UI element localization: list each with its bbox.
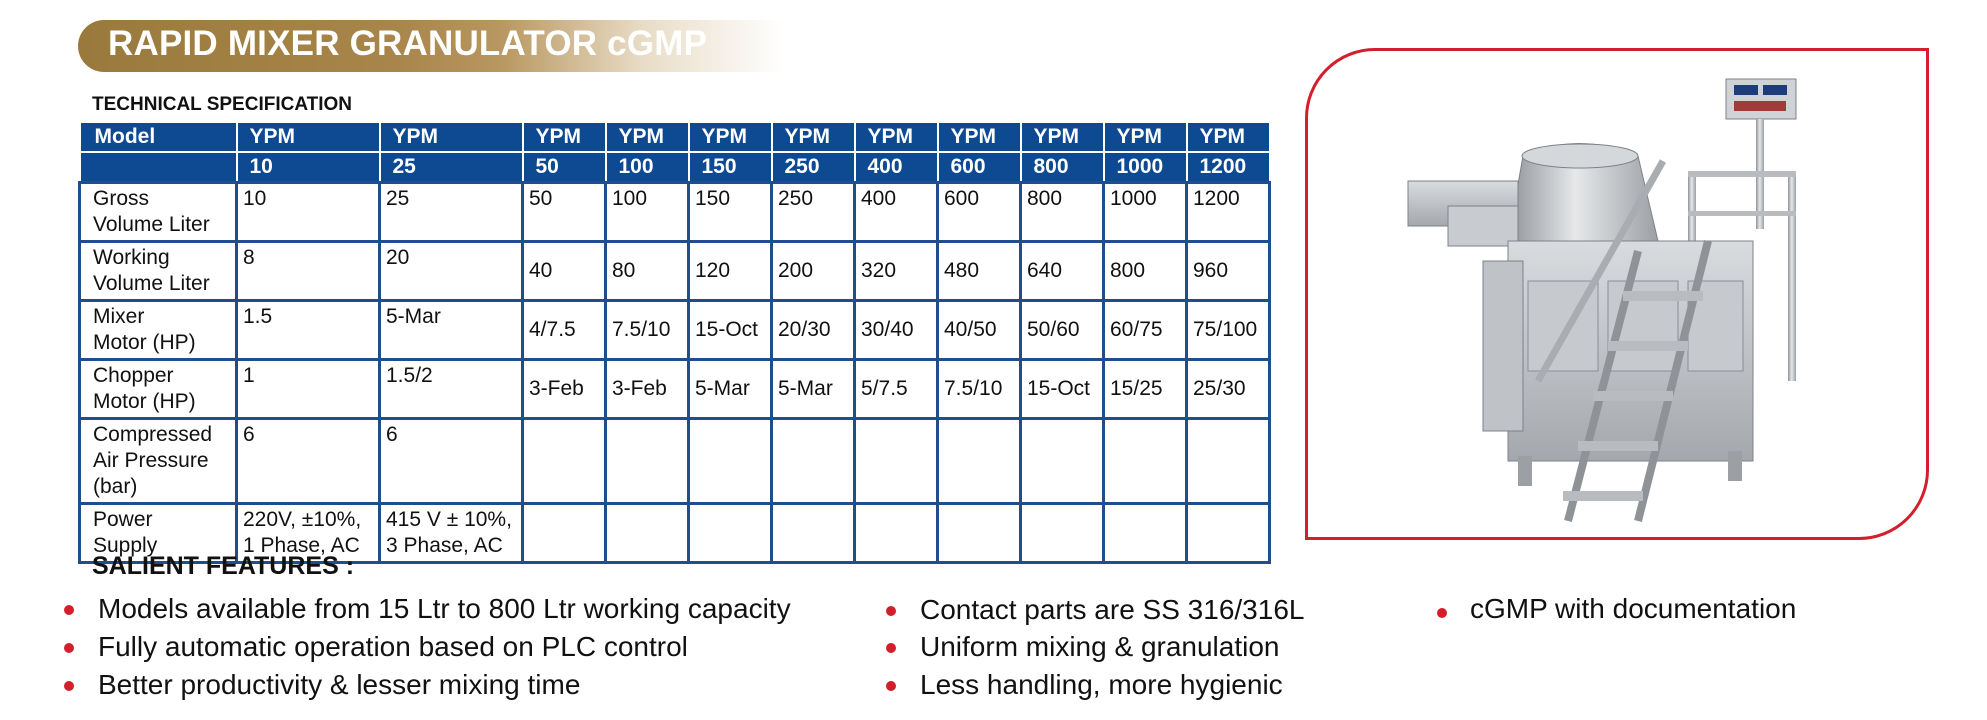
specification-table — [78, 121, 1271, 564]
table-cell: 75/100 — [1187, 301, 1270, 360]
bullet-icon — [886, 606, 896, 616]
table-cell: 1.5/2 — [380, 360, 523, 419]
bullet-icon — [886, 681, 896, 691]
table-cell: 6 — [237, 419, 380, 504]
table-cell: 50 — [523, 183, 606, 242]
table-cell: 5-Mar — [380, 301, 523, 360]
bullet-icon — [64, 643, 74, 653]
table-cell: 1.5 — [237, 301, 380, 360]
row-label — [80, 360, 237, 419]
row-label — [80, 183, 237, 242]
row-label-line: Power — [93, 508, 153, 531]
cell-line: 1 Phase, AC — [243, 534, 360, 557]
model-header-blank — [80, 152, 237, 183]
table-cell — [1187, 504, 1270, 563]
table-cell: 8 — [237, 242, 380, 301]
table-cell — [1187, 419, 1270, 504]
model-name: YPM — [523, 122, 606, 152]
bullet-icon — [64, 605, 74, 615]
model-header-row — [80, 122, 1270, 152]
model-size-row — [80, 152, 1270, 183]
table-cell: 800 — [1021, 183, 1104, 242]
table-cell: 100 — [606, 183, 689, 242]
cell-line: 220V, ±10%, — [243, 508, 362, 531]
table-cell: 5/7.5 — [855, 360, 938, 419]
table-cell: 25 — [380, 183, 523, 242]
table-cell — [1104, 419, 1187, 504]
table-cell: 3-Feb — [606, 360, 689, 419]
row-label-line: Air Pressure — [93, 449, 209, 472]
model-size: 400 — [855, 152, 938, 183]
table-cell — [689, 504, 772, 563]
row-label-line: (bar) — [93, 475, 138, 498]
table-cell: 250 — [772, 183, 855, 242]
feature-item: Less handling, more hygienic — [920, 669, 1283, 700]
row-label — [80, 419, 237, 504]
table-cell: 1 — [237, 360, 380, 419]
row-label-line: Compressed — [93, 423, 213, 446]
table-cell: 40 — [523, 242, 606, 301]
table-cell — [1021, 504, 1104, 563]
table-cell — [1021, 419, 1104, 504]
row-label-line: Volume Liter — [93, 272, 210, 295]
table-cell: 320 — [855, 242, 938, 301]
model-name: YPM — [938, 122, 1021, 152]
table-cell — [606, 419, 689, 504]
table-cell: 60/75 — [1104, 301, 1187, 360]
model-size: 10 — [237, 152, 380, 183]
gross-volume-row — [80, 183, 1270, 242]
table-cell: 6 — [380, 419, 523, 504]
model-size: 1200 — [1187, 152, 1270, 183]
table-cell: 20 — [380, 242, 523, 301]
technical-specification-label: TECHNICAL SPECIFICATION — [92, 94, 353, 115]
model-size: 100 — [606, 152, 689, 183]
table-cell: 150 — [689, 183, 772, 242]
feature-item: Models available from 15 Ltr to 800 Ltr working capacity — [98, 593, 791, 624]
row-label-line: Working — [93, 246, 170, 269]
row-label — [80, 242, 237, 301]
model-name: YPM — [1104, 122, 1187, 152]
table-cell — [523, 504, 606, 563]
table-cell — [772, 419, 855, 504]
table-cell: 20/30 — [772, 301, 855, 360]
model-name: YPM — [855, 122, 938, 152]
machine-illustration — [1308, 51, 1926, 537]
page-title: RAPID MIXER GRANULATOR cGMP — [108, 24, 708, 63]
feature-item: cGMP with documentation — [1470, 593, 1797, 624]
row-label-line: Motor (HP) — [93, 390, 196, 413]
salient-features-title: SALIENT FEATURES : — [92, 552, 355, 580]
bullet-icon — [886, 643, 896, 653]
feature-item: Better productivity & lesser mixing time — [98, 669, 581, 700]
bullet-icon — [1437, 608, 1447, 618]
table-cell — [380, 504, 523, 563]
working-volume-row — [80, 242, 1270, 301]
mixer-motor-row — [80, 301, 1270, 360]
model-size: 1000 — [1104, 152, 1187, 183]
compressed-air-row — [80, 419, 1270, 504]
table-cell: 960 — [1187, 242, 1270, 301]
table-cell: 800 — [1104, 242, 1187, 301]
table-cell: 400 — [855, 183, 938, 242]
table-cell: 600 — [938, 183, 1021, 242]
model-name: YPM — [689, 122, 772, 152]
table-cell: 7.5/10 — [606, 301, 689, 360]
table-cell: 80 — [606, 242, 689, 301]
chopper-motor-row — [80, 360, 1270, 419]
table-cell: 1000 — [1104, 183, 1187, 242]
model-size: 600 — [938, 152, 1021, 183]
table-cell: 640 — [1021, 242, 1104, 301]
table-cell: 10 — [237, 183, 380, 242]
table-cell: 40/50 — [938, 301, 1021, 360]
table-cell: 5-Mar — [772, 360, 855, 419]
model-name: YPM — [1187, 122, 1270, 152]
table-cell: 7.5/10 — [938, 360, 1021, 419]
table-cell: 480 — [938, 242, 1021, 301]
row-label-line: Volume Liter — [93, 213, 210, 236]
row-label-line: Mixer — [93, 305, 145, 328]
table-cell — [689, 419, 772, 504]
model-name: YPM — [772, 122, 855, 152]
feature-item: Contact parts are SS 316/316L — [920, 594, 1305, 625]
model-size: 25 — [380, 152, 523, 183]
table-cell: 25/30 — [1187, 360, 1270, 419]
table-cell: 15-Oct — [689, 301, 772, 360]
table-cell — [855, 419, 938, 504]
row-label-line: Supply — [93, 534, 158, 557]
cell-line: 415 V ± 10%, — [386, 508, 512, 531]
feature-item: Fully automatic operation based on PLC control — [98, 631, 688, 662]
table-cell: 120 — [689, 242, 772, 301]
model-name: YPM — [380, 122, 523, 152]
table-cell — [523, 419, 606, 504]
table-cell — [855, 504, 938, 563]
table-cell — [606, 504, 689, 563]
table-cell: 1200 — [1187, 183, 1270, 242]
model-name: YPM — [606, 122, 689, 152]
table-cell: 15-Oct — [1021, 360, 1104, 419]
table-cell: 4/7.5 — [523, 301, 606, 360]
bullet-icon — [64, 681, 74, 691]
cell-line: 3 Phase, AC — [386, 534, 503, 557]
table-cell: 15/25 — [1104, 360, 1187, 419]
model-size: 150 — [689, 152, 772, 183]
table-cell: 30/40 — [855, 301, 938, 360]
model-header-label: Model — [80, 122, 237, 152]
row-label-line: Motor (HP) — [93, 331, 196, 354]
model-name: YPM — [237, 122, 380, 152]
row-label-line: Gross — [93, 187, 150, 210]
model-size: 250 — [772, 152, 855, 183]
table-cell: 5-Mar — [689, 360, 772, 419]
table-cell — [772, 504, 855, 563]
table-cell: 3-Feb — [523, 360, 606, 419]
model-size: 800 — [1021, 152, 1104, 183]
table-cell — [1104, 504, 1187, 563]
model-size: 50 — [523, 152, 606, 183]
table-cell — [938, 504, 1021, 563]
product-photo-frame — [1305, 48, 1929, 540]
table-cell: 50/60 — [1021, 301, 1104, 360]
model-name: YPM — [1021, 122, 1104, 152]
table-cell: 200 — [772, 242, 855, 301]
row-label — [80, 301, 237, 360]
feature-item: Uniform mixing & granulation — [920, 631, 1280, 662]
row-label-line: Chopper — [93, 364, 174, 387]
table-cell — [938, 419, 1021, 504]
